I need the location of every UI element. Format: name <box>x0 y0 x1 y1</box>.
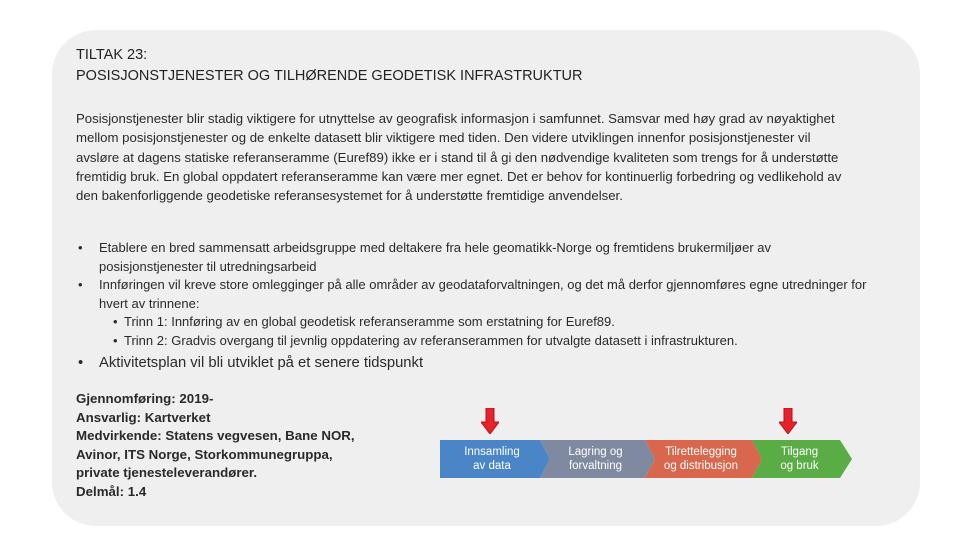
sub-bullet-item <box>76 313 876 332</box>
meta-gjennomforing: Gjennomføring: 2019- <box>76 391 214 406</box>
step-4-line-2: og bruk <box>780 460 819 472</box>
title-line-2: POSISJONSTJENESTER OG TILHØRENDE GEODETISK INFRASTRUKTUR <box>76 68 583 84</box>
marker-end-shape <box>779 408 797 434</box>
intro-paragraph: Posisjonstjenester blir stadig viktigere for utnyttelse av geografisk informasjon i samfunnet. Samsvar med høy grad av nøyaktighet mellom posisjonstjenester og de enkelte datasett blir viktigere med tiden. Den videre utviklingen innenfor posisjonstjenester vil avsløre at dagens statiske referanseramme (Euref89) ikke er i stand til å gi den nødvendige kvaliteten som trengs for å understøtte fremtidig bruk. En global oppdatert referanseramme kan være mer egnet. Det er behov for kontinuerlig forbedring og vedlikehold av den bakenforliggende geodetiske referansesystemet for å understøtte fremtidige anvendelser. <box>76 111 842 204</box>
step-1-line-1: Innsamling <box>464 446 520 458</box>
marker-start-shape <box>481 408 499 434</box>
step-2-line-1: Lagring og <box>568 446 623 458</box>
bullet-dot: • <box>78 277 83 292</box>
bullet-item <box>76 352 876 374</box>
step-4-label <box>752 440 847 478</box>
meta-medvirkende-2: Avinor, ITS Norge, Storkommunegruppa, <box>76 446 333 462</box>
sub-bullet-text: Trinn 1: Innføring av en global geodetisk referanseramme som erstatning for Euref89. <box>124 314 615 329</box>
bullet-text: Etablere en bred sammensatt arbeidsgruppe med deltakere fra hele geomatikk-Norge og fremtidens brukermiljøer av posisjonstjenester til utredningsarbeid <box>99 240 771 274</box>
step-2-label <box>543 440 648 478</box>
step-3-label <box>646 440 756 478</box>
step-3-line-2: og distribusjon <box>663 460 739 472</box>
sub-bullet-text: Trinn 2: Gradvis overgang til jevnlig oppdatering av referanserammen for utvalgte datasett i infrastrukturen. <box>124 332 738 348</box>
down-arrow-icon <box>779 408 797 434</box>
down-arrow-icon <box>481 408 499 434</box>
process-flow <box>440 440 852 478</box>
step-2-line-2: forvaltning <box>568 460 623 472</box>
step-4-line-1: Tilgang <box>780 446 819 458</box>
title-line-1: TILTAK 23: <box>76 47 148 63</box>
meta-delmal: Delmål: 1.4 <box>76 483 147 499</box>
meta-ansvarlig: Ansvarlig: Kartverket <box>76 409 211 425</box>
step-1-line-2: av data <box>473 460 511 472</box>
sub-bullet-item <box>76 332 876 351</box>
bullet-dot: • <box>78 355 84 371</box>
bullet-dot: • <box>113 332 118 348</box>
step-3-line-1: Tilrettelegging <box>665 446 737 458</box>
bullet-dot: • <box>113 314 118 329</box>
meta-medvirkende-3: private tjenesteleverandører. <box>76 465 258 480</box>
bullet-item <box>76 239 876 276</box>
project-meta <box>76 390 376 501</box>
bullet-text: Innføringen vil kreve store omlegginger på alle områder av geodataforvaltningen, og det må derfor gjennomføres egne utredninger for hvert av trinnene: <box>99 277 867 311</box>
bullet-item <box>76 276 876 313</box>
bullet-dot: • <box>78 240 83 255</box>
page-title <box>76 45 583 87</box>
step-1-label <box>442 440 542 478</box>
bullet-text: Aktivitetsplan vil bli utviklet på et senere tidspunkt <box>99 355 424 371</box>
meta-medvirkende-1: Medvirkende: Statens vegvesen, Bane NOR, <box>76 428 355 443</box>
bullet-list <box>76 239 876 374</box>
